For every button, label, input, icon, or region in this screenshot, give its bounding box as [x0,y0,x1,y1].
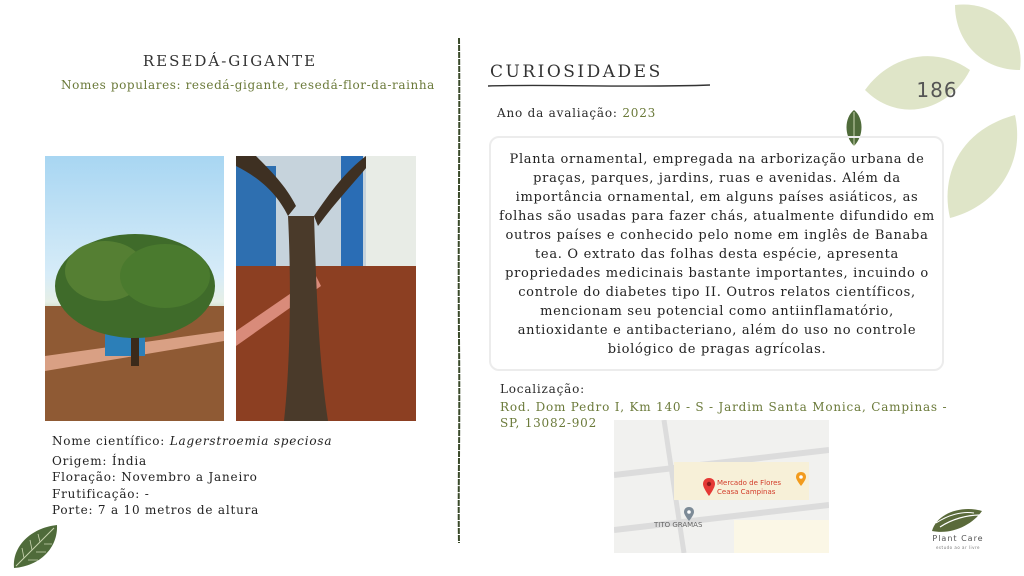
map-secondary-place: TITO GRAMAS [654,521,703,529]
map-place-name-line2: Ceasa Campinas [717,488,776,496]
orange-pin-icon[interactable] [796,472,806,486]
location-address: Rod. Dom Pedro I, Km 140 - S - Jardim Santa Monica, Campinas - SP, 13082-902 [500,400,948,430]
evaluation-year [497,106,656,120]
location-label: Localização: [500,382,585,396]
map-place-name-line1: Mercado de Flores [717,479,782,487]
title-underline [488,83,710,89]
plant-size: Porte: 7 a 10 metros de altura [52,503,260,517]
trunk-photo [236,156,416,421]
flowering: Floração: Novembro a Janeiro [52,470,258,484]
brand-name: Plant Care [932,534,984,543]
curiosities-text: Planta ornamental, empregada na arborização urbana de praças, parques, jardins, ruas e avenidas. Além da importância ornamental, em alguns países asiáticos, as folhas são usadas para fazer chás, atualmente difundido em outros países e conhecido pelo nome em inglês de Banaba tea. O extrato das folhas desta espécie, apresenta propriedades medicinais bastante importantes, incuindo o controle do diabetes tipo II. Outros relatos científicos, mencionam seu potencial como antiinflamatório, antioxidante e antibacteriano, além do uso no controle biológico de pragas agrícolas. [499,152,935,357]
curiosities-title: CURIOSIDADES [490,62,663,82]
map-place-name [717,479,781,497]
fruiting: Frutificação: - [52,487,150,501]
gray-pin-icon[interactable] [684,507,694,521]
evaluation-year-label: Ano da avaliação: [497,106,623,120]
scientific-name [52,434,332,448]
scientific-name-label: Nome científico: [52,434,170,448]
origin: Origem: Índia [52,454,147,468]
tree-photo [45,156,224,421]
brand-tagline: estudo ao ar livre [935,545,981,550]
bottom-leaf-icon [10,522,60,570]
popular-names: Nomes populares: resedá-gigante, resedá-flor-da-rainha [61,78,435,92]
scientific-name-value: Lagerstroemia speciosa [169,434,333,448]
map-pin-icon[interactable] [703,478,715,496]
page-number: 186 [916,78,958,102]
page-title: RESEDÁ-GIGANTE [142,52,318,70]
location-map[interactable] [614,420,829,553]
evaluation-year-value: 2023 [622,106,657,120]
vertical-divider [457,38,461,543]
